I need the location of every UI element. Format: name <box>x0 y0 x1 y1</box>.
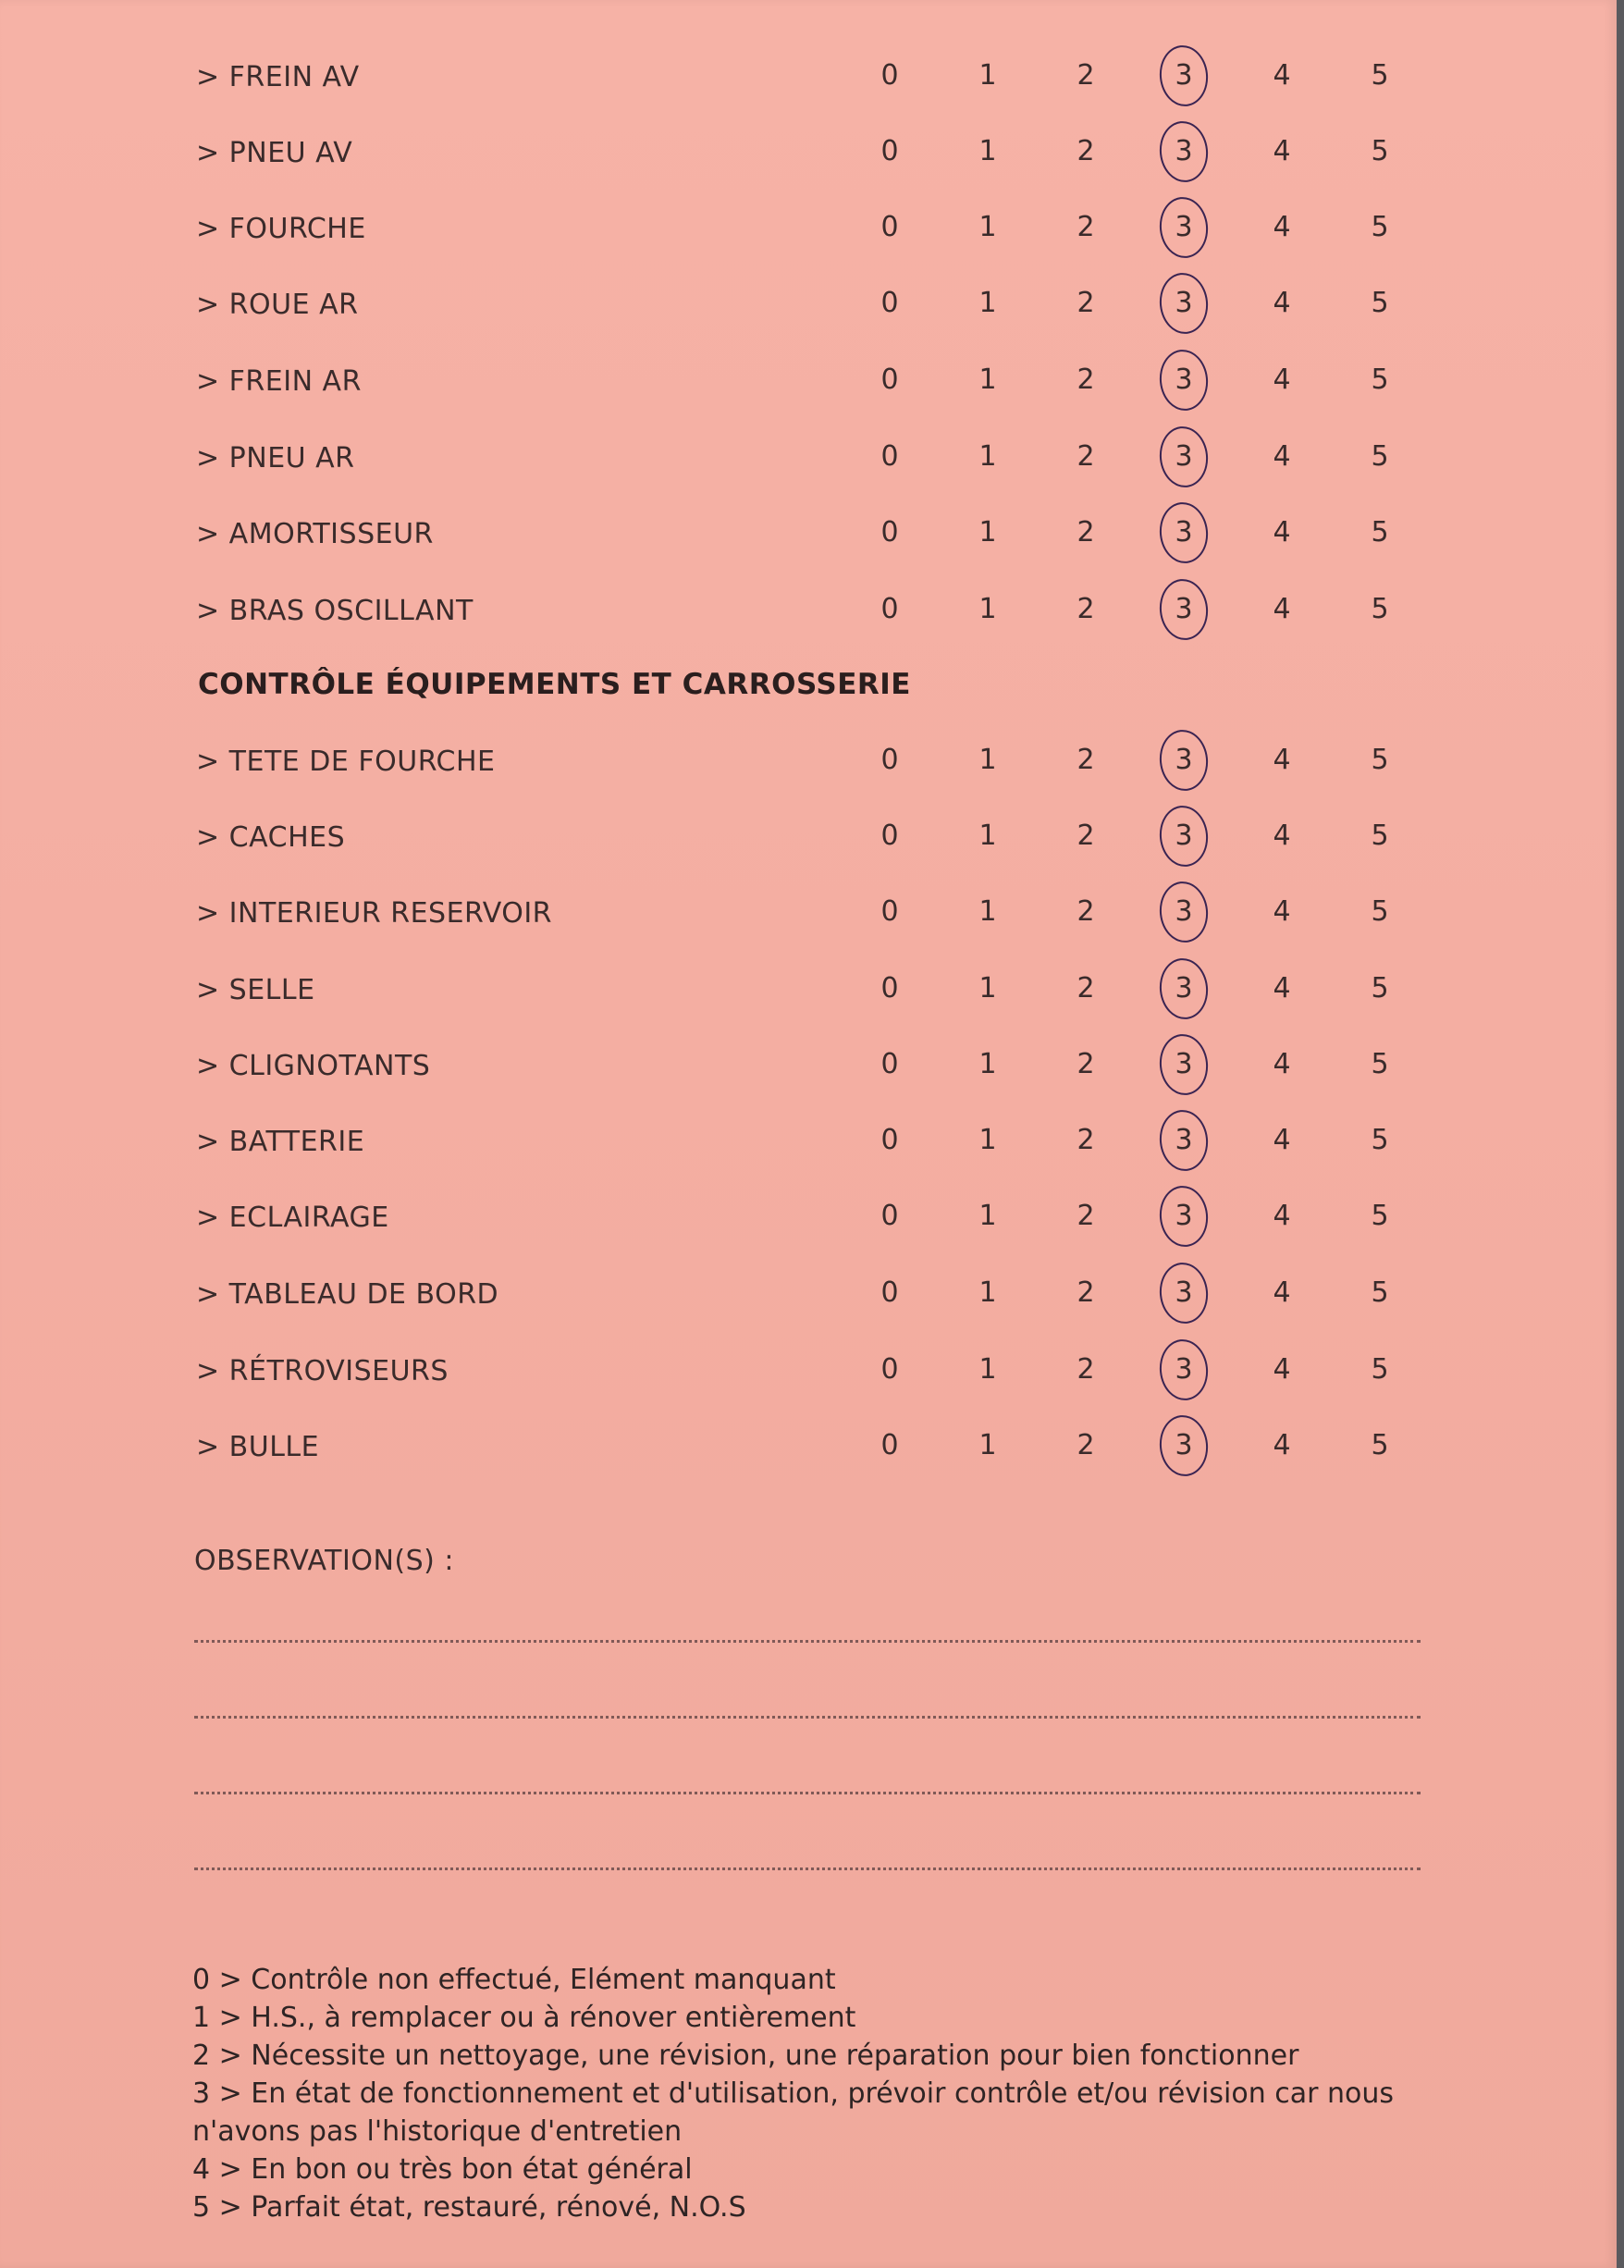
score-value: 5 <box>1371 593 1389 625</box>
score-option-4[interactable] <box>1263 516 1300 549</box>
score-value: 2 <box>1077 211 1095 243</box>
score-option-1[interactable] <box>969 287 1006 319</box>
score-option-4[interactable] <box>1263 211 1300 243</box>
selected-score-circle <box>1157 1107 1212 1173</box>
score-value: 1 <box>978 364 997 396</box>
score-value: 3 <box>1175 972 1193 1005</box>
score-value: 2 <box>1077 744 1095 776</box>
score-option-1[interactable] <box>969 364 1006 396</box>
legend-line: 5 > Parfait état, restauré, rénové, N.O.S <box>192 2191 746 2224</box>
score-option-2[interactable] <box>1067 364 1104 396</box>
score-option-5[interactable] <box>1361 820 1398 852</box>
score-option-4[interactable] <box>1263 1276 1300 1309</box>
checklist-item-label: > FREIN AR <box>196 365 362 398</box>
score-option-2[interactable] <box>1067 516 1104 549</box>
score-option-2[interactable] <box>1067 287 1104 319</box>
score-option-1[interactable] <box>969 820 1006 852</box>
checklist-item-label: > BULLE <box>196 1431 320 1463</box>
score-value: 0 <box>880 593 899 625</box>
rating-legend <box>192 1961 1432 2226</box>
score-option-5[interactable] <box>1361 440 1398 473</box>
score-option-5[interactable] <box>1361 744 1398 776</box>
observation-line[interactable] <box>194 1792 1421 1794</box>
legend-line: 0 > Contrôle non effectué, Elément manquant <box>192 1964 836 1996</box>
score-option-4[interactable] <box>1263 744 1300 776</box>
selected-score-circle <box>1157 1031 1212 1097</box>
observation-line[interactable] <box>194 1640 1421 1643</box>
score-value: 4 <box>1273 440 1291 473</box>
score-option-2[interactable] <box>1067 1200 1104 1232</box>
score-option-3[interactable] <box>1165 364 1202 396</box>
score-option-3[interactable] <box>1165 820 1202 852</box>
score-option-1[interactable] <box>969 1048 1006 1080</box>
score-value: 5 <box>1371 1048 1389 1080</box>
score-value: 2 <box>1077 895 1095 928</box>
score-value: 1 <box>978 972 997 1005</box>
score-value: 0 <box>880 895 899 928</box>
score-value: 0 <box>880 744 899 776</box>
score-option-1[interactable] <box>969 1353 1006 1386</box>
score-value: 2 <box>1077 593 1095 625</box>
score-option-0[interactable] <box>871 287 908 319</box>
checklist-row <box>196 1342 1435 1398</box>
selected-score-circle <box>1157 194 1212 260</box>
checklist-row <box>196 1189 1435 1244</box>
score-value: 2 <box>1077 1048 1095 1080</box>
score-value: 4 <box>1273 1353 1291 1386</box>
score-value: 2 <box>1077 1200 1095 1232</box>
selected-score-circle <box>1157 270 1212 336</box>
score-value: 4 <box>1273 287 1291 319</box>
score-value: 3 <box>1175 820 1193 852</box>
score-option-1[interactable] <box>969 440 1006 473</box>
score-value: 2 <box>1077 364 1095 396</box>
selected-score-circle <box>1157 1412 1212 1478</box>
score-option-3[interactable] <box>1165 59 1202 92</box>
score-option-5[interactable] <box>1361 972 1398 1005</box>
score-value: 2 <box>1077 135 1095 167</box>
checklist-row <box>196 200 1435 255</box>
score-value: 1 <box>978 1200 997 1232</box>
score-option-1[interactable] <box>969 1276 1006 1309</box>
score-value: 5 <box>1371 211 1389 243</box>
score-option-4[interactable] <box>1263 1429 1300 1461</box>
checklist-row <box>196 733 1435 788</box>
score-value: 4 <box>1273 364 1291 396</box>
score-option-5[interactable] <box>1361 516 1398 549</box>
score-option-0[interactable] <box>871 1276 908 1309</box>
score-value: 0 <box>880 364 899 396</box>
score-value: 0 <box>880 1048 899 1080</box>
score-option-5[interactable] <box>1361 1200 1398 1232</box>
score-value: 1 <box>978 593 997 625</box>
score-option-0[interactable] <box>871 1124 908 1156</box>
observations-title: OBSERVATION(S) : <box>194 1545 454 1577</box>
score-option-5[interactable] <box>1361 1048 1398 1080</box>
score-option-5[interactable] <box>1361 364 1398 396</box>
score-value: 5 <box>1371 364 1389 396</box>
score-option-2[interactable] <box>1067 1048 1104 1080</box>
score-value: 2 <box>1077 1429 1095 1461</box>
score-option-4[interactable] <box>1263 59 1300 92</box>
score-value: 3 <box>1175 211 1193 243</box>
score-value: 4 <box>1273 59 1291 92</box>
score-option-4[interactable] <box>1263 1048 1300 1080</box>
score-option-2[interactable] <box>1067 59 1104 92</box>
score-option-1[interactable] <box>969 59 1006 92</box>
score-value: 4 <box>1273 895 1291 928</box>
score-option-1[interactable] <box>969 1124 1006 1156</box>
score-option-4[interactable] <box>1263 287 1300 319</box>
score-value: 3 <box>1175 1353 1193 1386</box>
checklist-item-label: > INTERIEUR RESERVOIR <box>196 897 553 930</box>
score-option-3[interactable] <box>1165 1276 1202 1309</box>
score-option-4[interactable] <box>1263 1200 1300 1232</box>
checklist-item-label: > TETE DE FOURCHE <box>196 746 496 778</box>
score-option-3[interactable] <box>1165 895 1202 928</box>
score-option-3[interactable] <box>1165 593 1202 625</box>
selected-score-circle <box>1157 576 1212 642</box>
score-value: 1 <box>978 1124 997 1156</box>
score-option-3[interactable] <box>1165 1200 1202 1232</box>
score-option-4[interactable] <box>1263 895 1300 928</box>
section-title: CONTRÔLE ÉQUIPEMENTS ET CARROSSERIE <box>198 668 911 701</box>
score-option-3[interactable] <box>1165 1124 1202 1156</box>
legend-line: 1 > H.S., à remplacer ou à rénover entièrement <box>192 2002 856 2034</box>
score-option-5[interactable] <box>1361 135 1398 167</box>
observation-line[interactable] <box>194 1716 1421 1719</box>
score-value: 3 <box>1175 1200 1193 1232</box>
score-option-3[interactable] <box>1165 287 1202 319</box>
checklist-item-label: > RÉTROVISEURS <box>196 1355 449 1387</box>
checklist-row <box>196 1418 1435 1473</box>
score-value: 3 <box>1175 516 1193 549</box>
score-value: 1 <box>978 135 997 167</box>
score-option-0[interactable] <box>871 364 908 396</box>
score-option-2[interactable] <box>1067 972 1104 1005</box>
selected-score-circle <box>1157 118 1212 184</box>
score-value: 0 <box>880 1353 899 1386</box>
score-option-3[interactable] <box>1165 1429 1202 1461</box>
score-value: 5 <box>1371 516 1389 549</box>
score-option-1[interactable] <box>969 1200 1006 1232</box>
score-option-2[interactable] <box>1067 1353 1104 1386</box>
selected-score-circle <box>1157 1183 1212 1249</box>
score-option-0[interactable] <box>871 972 908 1005</box>
checklist-item-label: > FREIN AV <box>196 61 360 93</box>
score-value: 0 <box>880 972 899 1005</box>
legend-line: n'avons pas l'historique d'entretien <box>192 2115 683 2148</box>
score-value: 0 <box>880 287 899 319</box>
score-option-1[interactable] <box>969 972 1006 1005</box>
score-option-2[interactable] <box>1067 895 1104 928</box>
score-option-2[interactable] <box>1067 135 1104 167</box>
checklist-item-label: > AMORTISSEUR <box>196 518 434 550</box>
score-value: 3 <box>1175 1048 1193 1080</box>
checklist-item-label: > TABLEAU DE BORD <box>196 1278 499 1311</box>
score-option-5[interactable] <box>1361 895 1398 928</box>
score-option-2[interactable] <box>1067 820 1104 852</box>
score-option-0[interactable] <box>871 211 908 243</box>
legend-line: 3 > En état de fonctionnement et d'utilisation, prévoir contrôle et/ou révision car nous <box>192 2077 1395 2110</box>
score-value: 4 <box>1273 516 1291 549</box>
score-option-5[interactable] <box>1361 593 1398 625</box>
score-option-0[interactable] <box>871 135 908 167</box>
score-value: 5 <box>1371 895 1389 928</box>
score-value: 0 <box>880 1276 899 1309</box>
score-option-5[interactable] <box>1361 1353 1398 1386</box>
checklist-row <box>196 276 1435 331</box>
checklist-item-label: > BATTERIE <box>196 1126 365 1158</box>
score-option-0[interactable] <box>871 440 908 473</box>
score-value: 0 <box>880 59 899 92</box>
score-value: 1 <box>978 516 997 549</box>
score-option-5[interactable] <box>1361 211 1398 243</box>
checklist-row <box>196 582 1435 637</box>
score-option-0[interactable] <box>871 744 908 776</box>
legend-line: 4 > En bon ou très bon état général <box>192 2153 693 2186</box>
score-value: 0 <box>880 516 899 549</box>
selected-score-circle <box>1157 347 1212 413</box>
score-option-0[interactable] <box>871 895 908 928</box>
score-value: 3 <box>1175 895 1193 928</box>
checklist-row <box>196 808 1435 864</box>
score-option-4[interactable] <box>1263 440 1300 473</box>
score-value: 3 <box>1175 364 1193 396</box>
score-value: 3 <box>1175 593 1193 625</box>
selected-score-circle <box>1157 43 1212 108</box>
selected-score-circle <box>1157 803 1212 869</box>
score-option-5[interactable] <box>1361 1276 1398 1309</box>
selected-score-circle <box>1157 955 1212 1021</box>
score-value: 1 <box>978 440 997 473</box>
score-option-0[interactable] <box>871 1353 908 1386</box>
score-value: 5 <box>1371 1353 1389 1386</box>
score-value: 3 <box>1175 59 1193 92</box>
score-value: 1 <box>978 1353 997 1386</box>
checklist-item-label: > CLIGNOTANTS <box>196 1050 431 1082</box>
score-option-1[interactable] <box>969 516 1006 549</box>
score-value: 1 <box>978 1048 997 1080</box>
score-option-3[interactable] <box>1165 516 1202 549</box>
score-value: 5 <box>1371 1124 1389 1156</box>
score-value: 2 <box>1077 516 1095 549</box>
score-value: 5 <box>1371 1429 1389 1461</box>
score-option-0[interactable] <box>871 1048 908 1080</box>
score-option-2[interactable] <box>1067 440 1104 473</box>
score-value: 2 <box>1077 1124 1095 1156</box>
score-value: 0 <box>880 135 899 167</box>
score-option-2[interactable] <box>1067 1276 1104 1309</box>
score-value: 1 <box>978 1429 997 1461</box>
score-value: 5 <box>1371 59 1389 92</box>
score-option-5[interactable] <box>1361 287 1398 319</box>
selected-score-circle <box>1157 499 1212 565</box>
score-option-4[interactable] <box>1263 820 1300 852</box>
score-option-3[interactable] <box>1165 211 1202 243</box>
score-value: 5 <box>1371 744 1389 776</box>
checklist-item-label: > ECLAIRAGE <box>196 1202 389 1234</box>
score-option-3[interactable] <box>1165 1353 1202 1386</box>
score-value: 2 <box>1077 59 1095 92</box>
score-option-4[interactable] <box>1263 1353 1300 1386</box>
score-value: 5 <box>1371 1276 1389 1309</box>
score-value: 2 <box>1077 820 1095 852</box>
score-value: 3 <box>1175 1429 1193 1461</box>
checklist-row <box>196 505 1435 561</box>
score-value: 4 <box>1273 1276 1291 1309</box>
score-value: 4 <box>1273 972 1291 1005</box>
observation-line[interactable] <box>194 1867 1421 1870</box>
checklist-row <box>196 1037 1435 1092</box>
score-value: 3 <box>1175 744 1193 776</box>
score-option-0[interactable] <box>871 820 908 852</box>
checklist-item-label: > FOURCHE <box>196 213 366 245</box>
checklist-row <box>196 1113 1435 1168</box>
score-value: 3 <box>1175 135 1193 167</box>
score-value: 4 <box>1273 593 1291 625</box>
checklist-row <box>196 1265 1435 1321</box>
score-value: 3 <box>1175 287 1193 319</box>
legend-line: 2 > Nécessite un nettoyage, une révision, une réparation pour bien fonctionner <box>192 2040 1299 2072</box>
score-value: 4 <box>1273 211 1291 243</box>
score-value: 4 <box>1273 1200 1291 1232</box>
score-option-5[interactable] <box>1361 1124 1398 1156</box>
score-value: 4 <box>1273 1124 1291 1156</box>
score-value: 0 <box>880 1429 899 1461</box>
score-value: 4 <box>1273 1048 1291 1080</box>
score-option-1[interactable] <box>969 744 1006 776</box>
score-option-2[interactable] <box>1067 744 1104 776</box>
score-value: 2 <box>1077 1353 1095 1386</box>
score-option-4[interactable] <box>1263 593 1300 625</box>
score-option-0[interactable] <box>871 593 908 625</box>
score-value: 1 <box>978 287 997 319</box>
checklist-row <box>196 884 1435 940</box>
score-option-3[interactable] <box>1165 440 1202 473</box>
score-option-3[interactable] <box>1165 972 1202 1005</box>
checklist-item-label: > PNEU AV <box>196 137 353 169</box>
checklist-row <box>196 429 1435 485</box>
score-value: 5 <box>1371 287 1389 319</box>
score-option-0[interactable] <box>871 1200 908 1232</box>
score-value: 2 <box>1077 972 1095 1005</box>
score-value: 4 <box>1273 135 1291 167</box>
score-option-1[interactable] <box>969 135 1006 167</box>
score-value: 4 <box>1273 744 1291 776</box>
score-option-1[interactable] <box>969 895 1006 928</box>
score-value: 5 <box>1371 972 1389 1005</box>
checklist-item-label: > SELLE <box>196 974 315 1006</box>
score-value: 0 <box>880 820 899 852</box>
checklist-item-label: > CACHES <box>196 821 346 854</box>
score-option-4[interactable] <box>1263 135 1300 167</box>
score-value: 1 <box>978 211 997 243</box>
score-value: 4 <box>1273 820 1291 852</box>
score-value: 0 <box>880 1200 899 1232</box>
checklist-row <box>196 48 1435 104</box>
score-value: 1 <box>978 744 997 776</box>
score-option-4[interactable] <box>1263 364 1300 396</box>
score-value: 5 <box>1371 440 1389 473</box>
checklist-item-label: > ROUE AR <box>196 289 359 321</box>
score-value: 3 <box>1175 1124 1193 1156</box>
score-option-2[interactable] <box>1067 1429 1104 1461</box>
score-option-0[interactable] <box>871 1429 908 1461</box>
checklist-row <box>196 124 1435 179</box>
checklist-item-label: > BRAS OSCILLANT <box>196 595 474 627</box>
score-value: 2 <box>1077 1276 1095 1309</box>
score-value: 4 <box>1273 1429 1291 1461</box>
score-value: 3 <box>1175 1276 1193 1309</box>
selected-score-circle <box>1157 1337 1212 1402</box>
score-option-1[interactable] <box>969 211 1006 243</box>
checklist-item-label: > PNEU AR <box>196 442 355 475</box>
score-value: 1 <box>978 895 997 928</box>
score-option-4[interactable] <box>1263 1124 1300 1156</box>
checklist-row <box>196 961 1435 1017</box>
score-value: 2 <box>1077 440 1095 473</box>
score-option-0[interactable] <box>871 516 908 549</box>
score-option-1[interactable] <box>969 593 1006 625</box>
selected-score-circle <box>1157 424 1212 489</box>
score-option-3[interactable] <box>1165 1048 1202 1080</box>
score-value: 5 <box>1371 820 1389 852</box>
score-option-1[interactable] <box>969 1429 1006 1461</box>
checklist-row <box>196 352 1435 408</box>
selected-score-circle <box>1157 1260 1212 1325</box>
score-value: 1 <box>978 1276 997 1309</box>
score-option-4[interactable] <box>1263 972 1300 1005</box>
score-option-2[interactable] <box>1067 593 1104 625</box>
score-value: 0 <box>880 440 899 473</box>
score-option-3[interactable] <box>1165 135 1202 167</box>
score-option-5[interactable] <box>1361 59 1398 92</box>
score-option-3[interactable] <box>1165 744 1202 776</box>
score-option-2[interactable] <box>1067 211 1104 243</box>
score-value: 0 <box>880 211 899 243</box>
score-value: 5 <box>1371 135 1389 167</box>
score-value: 5 <box>1371 1200 1389 1232</box>
score-value: 3 <box>1175 440 1193 473</box>
score-option-0[interactable] <box>871 59 908 92</box>
selected-score-circle <box>1157 727 1212 793</box>
score-value: 0 <box>880 1124 899 1156</box>
score-value: 2 <box>1077 287 1095 319</box>
score-option-2[interactable] <box>1067 1124 1104 1156</box>
score-value: 1 <box>978 820 997 852</box>
selected-score-circle <box>1157 879 1212 944</box>
score-value: 1 <box>978 59 997 92</box>
score-option-5[interactable] <box>1361 1429 1398 1461</box>
